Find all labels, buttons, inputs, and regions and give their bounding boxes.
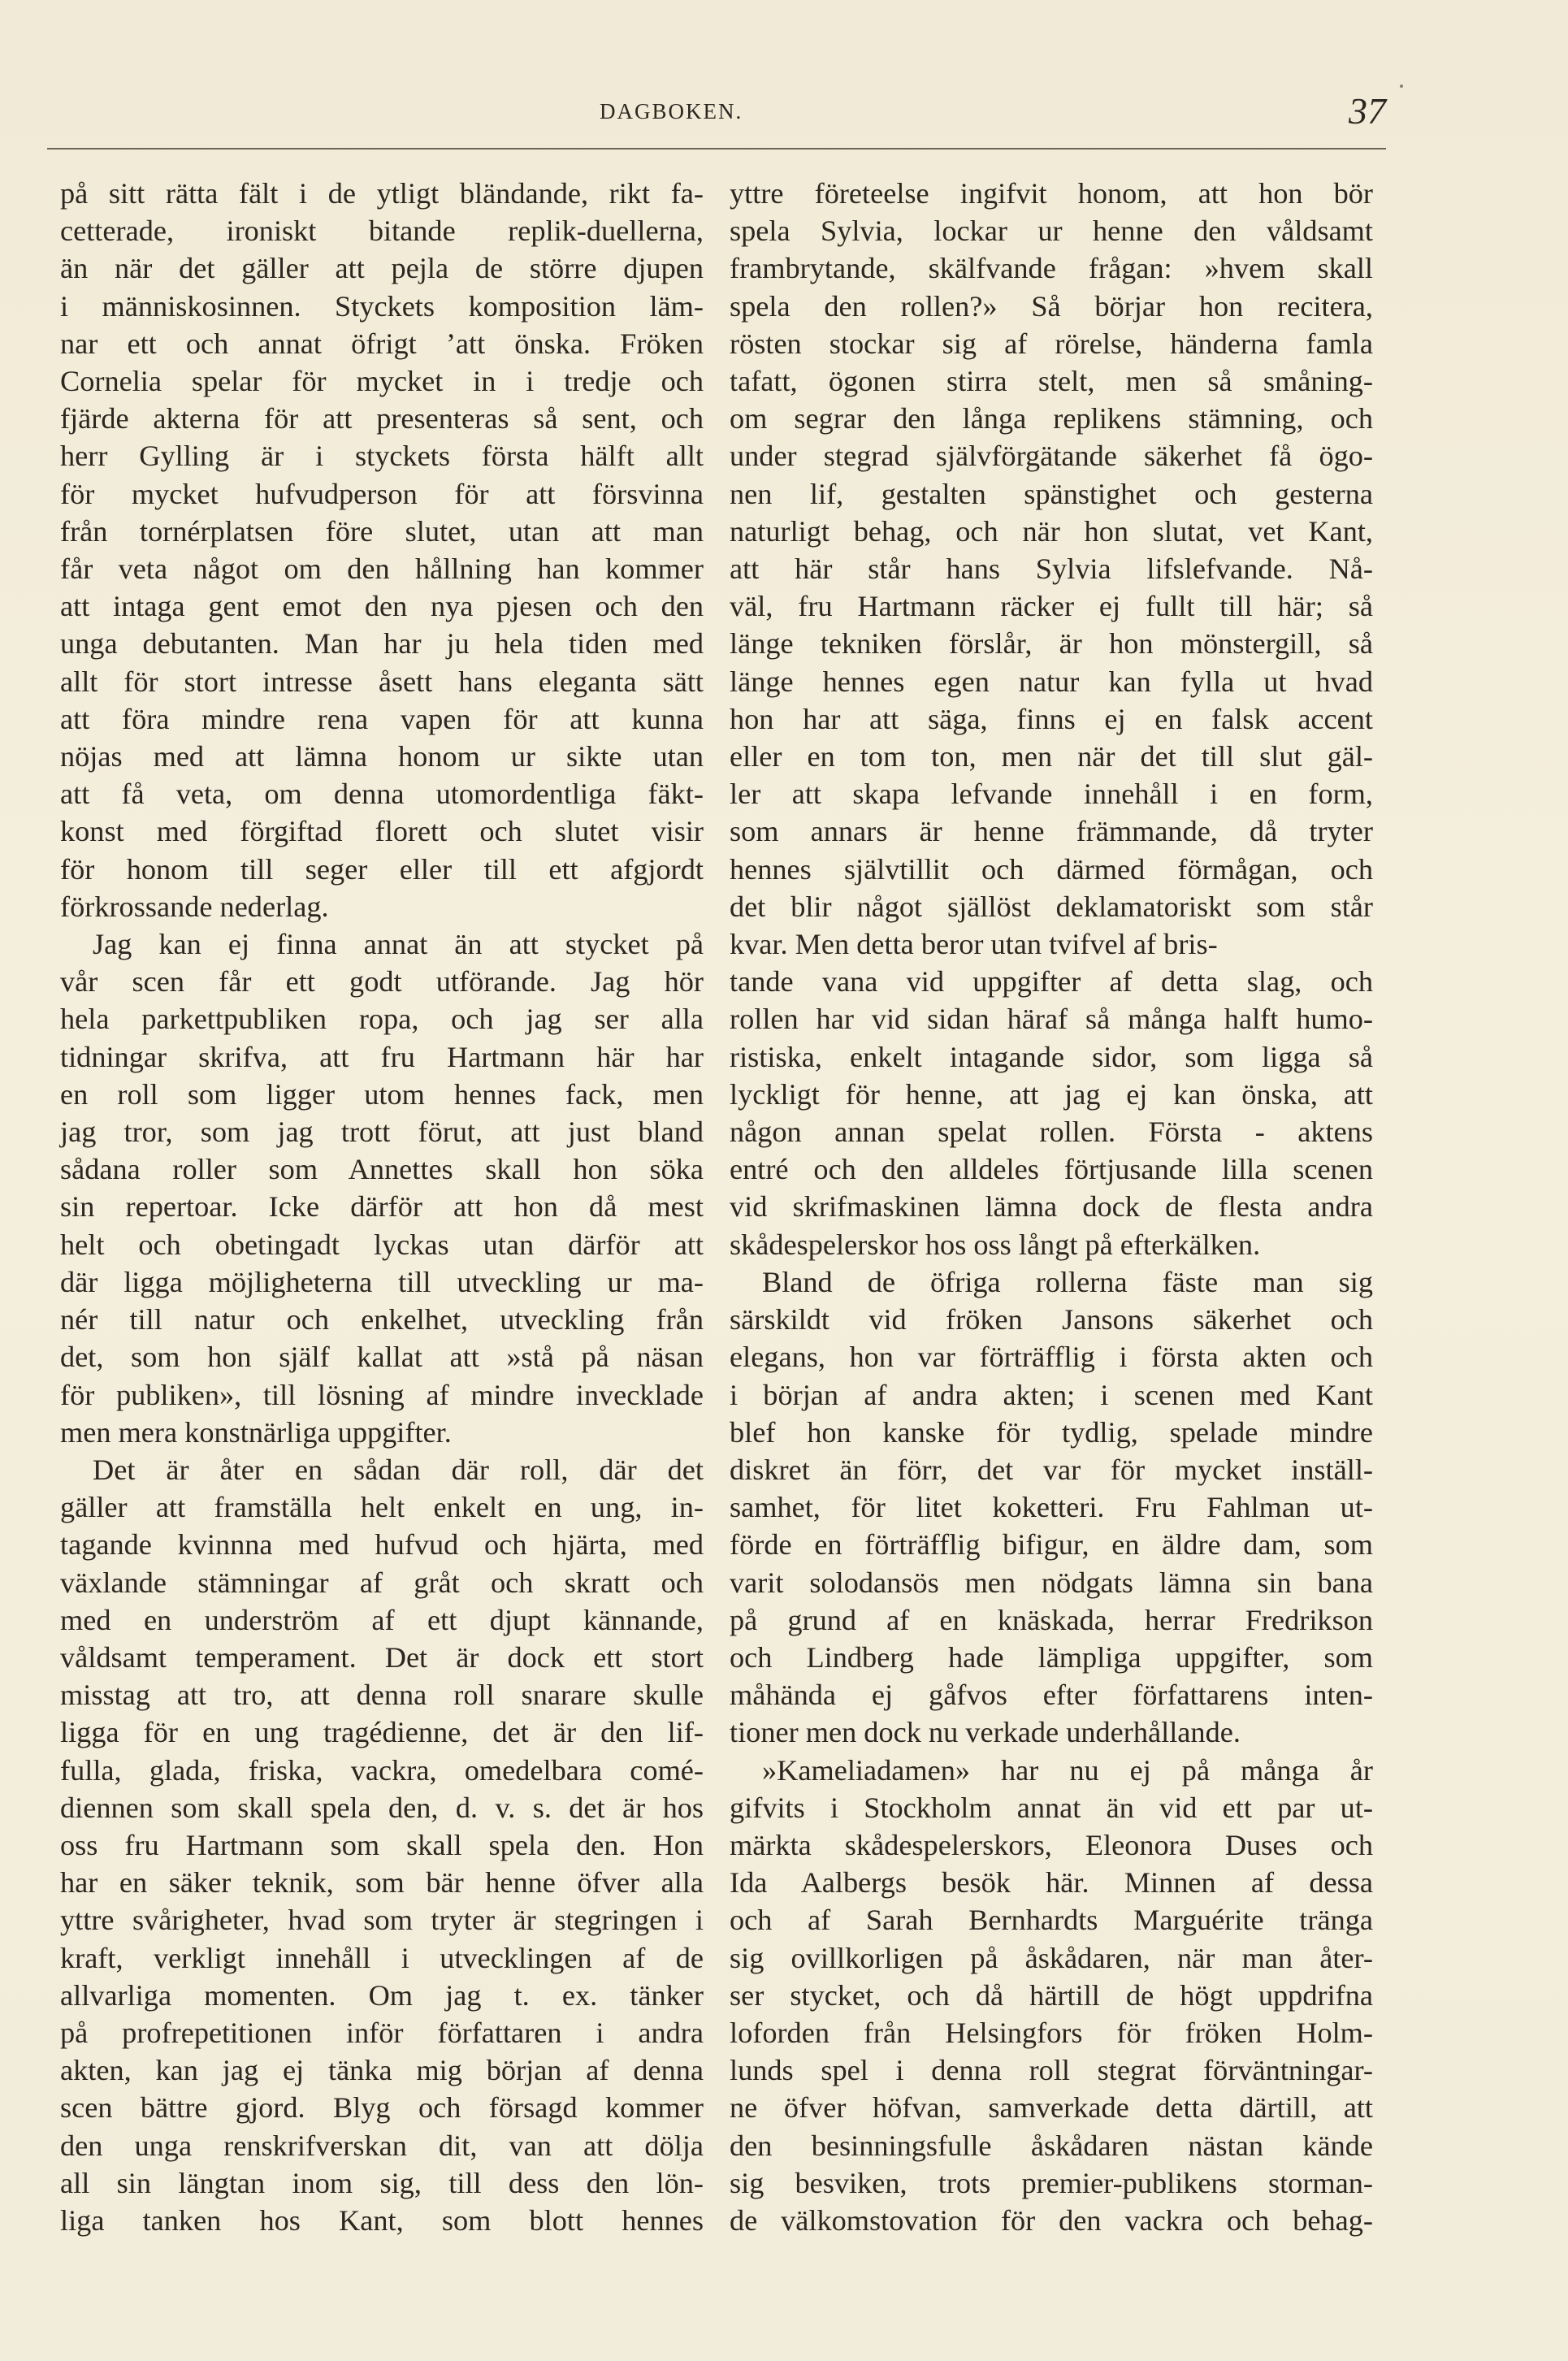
text-line: scen bättre gjord. Blyg och försagd kommer	[60, 2091, 704, 2125]
text-line: det blir något själlöst deklamatoriskt som står	[730, 890, 1373, 923]
text-line: förde en förträfflig bifigur, en äldre dam, som	[730, 1528, 1373, 1562]
text-line: hela parkettpubliken ropa, och jag ser alla	[60, 1003, 704, 1036]
text-line: Bland de öfriga rollerna fäste man sig	[762, 1265, 1373, 1298]
text-line: får veta något om den hållning han kommer	[60, 552, 704, 586]
text-line: loforden från Helsingfors för fröken Holm-	[730, 2016, 1373, 2049]
text-line: och af Sarah Bernhardts Marguérite tränga	[730, 1904, 1373, 1937]
text-line: varit solodansös men nödgats lämna sin bana	[730, 1566, 1373, 1599]
text-line: konst med förgiftad florett och slutet visir	[60, 815, 704, 848]
text-line: frambrytande, skälfvande frågan: »hvem skall	[730, 252, 1373, 285]
text-line: spela den rollen?» Så börjar hon recitera,	[730, 289, 1373, 323]
text-line: entré och den alldeles förtjusande lilla scenen	[730, 1153, 1373, 1186]
text-line: misstag att tro, att denna roll snarare skulle	[60, 1679, 704, 1712]
text-line: länge hennes egen natur kan fylla ut hvad	[730, 665, 1373, 698]
text-line: ligga för en ung tragédienne, det är den lif-	[60, 1716, 704, 1749]
text-line: rösten stockar sig af rörelse, händerna famla	[730, 327, 1373, 360]
text-line: diskret än förr, det var för mycket inställ-	[730, 1453, 1373, 1486]
text-line: Det är åter en sådan där roll, där det	[93, 1453, 704, 1486]
text-line: skådespelerskor hos oss långt på efterkälken.	[730, 1228, 1261, 1261]
text-line: för honom till seger eller till ett afgjordt	[60, 852, 704, 886]
text-line: yttre svårigheter, hvad som tryter är stegringen i	[60, 1904, 704, 1937]
text-line: om segrar den långa replikens stämning, och	[730, 402, 1373, 435]
text-line: hon har att säga, finns ej en falsk accent	[730, 702, 1373, 735]
header-rule	[47, 148, 1386, 149]
text-line: helt och obetingadt lyckas utan därför att	[60, 1228, 704, 1261]
text-line: som annars är henne främmande, då tryter	[730, 815, 1373, 848]
text-line: och Lindberg hade lämpliga uppgifter, som	[730, 1640, 1373, 1674]
text-line: med en underström af ett djupt kännande,	[60, 1603, 704, 1636]
running-head: DAGBOKEN.	[600, 99, 743, 123]
text-line: ler att skapa lefvande innehåll i en form,	[730, 778, 1373, 811]
text-line: på grund af en knäskada, herrar Fredrikson	[730, 1603, 1373, 1636]
text-line: akten, kan jag ej tänka mig början af denna	[60, 2054, 704, 2087]
page-header	[47, 90, 1386, 153]
text-line: på profrepetitionen inför författaren i andra	[60, 2016, 704, 2049]
text-line: tidningar skrifva, att fru Hartmann här har	[60, 1040, 704, 1073]
text-line: gäller att framställa helt enkelt en ung, in-	[60, 1491, 704, 1524]
text-line: måhända ej gåfvos efter författarens inten-	[730, 1679, 1373, 1712]
text-line: elegans, hon var förträfflig i första akten och	[730, 1341, 1373, 1374]
page-number: 37	[1349, 90, 1386, 132]
text-line: naturligt behag, och när hon slutat, vet Kant,	[730, 514, 1373, 548]
text-line: fulla, glada, friska, vackra, omedelbara comé-	[60, 1753, 704, 1787]
text-line: Jag kan ej finna annat än att stycket på	[93, 928, 704, 961]
text-line: på sitt rätta fält i de ytligt bländande, rikt fa-	[60, 177, 704, 210]
text-line: kvar. Men detta beror utan tvifvel af bris-	[730, 928, 1218, 961]
text-line: för mycket hufvudperson för att försvinna	[60, 477, 704, 510]
text-line: har en säker teknik, som bär henne öfver alla	[60, 1866, 704, 1900]
left-text-column	[60, 175, 704, 2239]
text-line: rollen har vid sidan häraf så många halft humo-	[730, 1003, 1373, 1036]
text-line: sin repertoar. Icke därför att hon då mest	[60, 1190, 704, 1224]
text-line: Ida Aalbergs besök här. Minnen af dessa	[730, 1866, 1373, 1900]
text-line: i början af andra akten; i scenen med Kant	[730, 1378, 1373, 1411]
text-line: den besinningsfulle åskådaren nästan kände	[730, 2129, 1373, 2162]
text-line: tande vana vid uppgifter af detta slag, och	[730, 965, 1373, 999]
text-line: unga debutanten. Man har ju hela tiden med	[60, 627, 704, 661]
text-line: väl, fru Hartmann räcker ej fullt till här; så	[730, 590, 1373, 623]
text-line: tioner men dock nu verkade underhållande.	[730, 1716, 1241, 1749]
text-line: »Kameliadamen» har nu ej på många år	[762, 1753, 1373, 1787]
text-line: förkrossande nederlag.	[60, 890, 329, 923]
text-line: märkta skådespelerskors, Eleonora Duses och	[730, 1828, 1373, 1861]
text-line: nöjas med att lämna honom ur sikte utan	[60, 740, 704, 773]
text-line: någon annan spelat rollen. Första - aktens	[730, 1116, 1373, 1149]
text-line: liga tanken hos Kant, som blott hennes	[60, 2203, 704, 2237]
text-line: det, som hon själf kallat att »stå på näsan	[60, 1341, 704, 1374]
text-line: oss fru Hartmann som skall spela den. Hon	[60, 1828, 704, 1861]
text-line: kraft, verkligt innehåll i utvecklingen af de	[60, 1941, 704, 1974]
text-line: länge tekniken förslår, är hon mönstergill, så	[730, 627, 1373, 661]
text-line: spela Sylvia, lockar ur henne den våldsamt	[730, 214, 1373, 248]
text-line: sig besviken, trots premier-publikens storman-	[730, 2166, 1373, 2199]
text-line: gifvits i Stockholm annat än vid ett par ut-	[730, 1791, 1373, 1824]
text-line: hennes självtillit och därmed förmågan, och	[730, 852, 1373, 886]
text-line: ser stycket, och då härtill de högt uppdrifna	[730, 1978, 1373, 2012]
text-line: ne öfver höfvan, samverkade detta därtill, att	[730, 2091, 1373, 2125]
print-speck	[1400, 84, 1403, 88]
text-line: tafatt, ögonen stirra stelt, men så småning-	[730, 365, 1373, 398]
text-line: att intaga gent emot den nya pjesen och den	[60, 590, 704, 623]
text-line: de välkomstovation för den vackra och behag-	[730, 2203, 1373, 2237]
text-line: fjärde akterna för att presenteras så sent, och	[60, 402, 704, 435]
text-line: sig ovillkorligen på åskådaren, när man åter-	[730, 1941, 1373, 1974]
text-line: lyckligt för henne, att jag ej kan önska, att	[730, 1077, 1373, 1111]
text-line: än när det gäller att pejla de större djupen	[60, 252, 704, 285]
text-line: att föra mindre rena vapen för att kunna	[60, 702, 704, 735]
text-line: att få veta, om denna utomordentliga fäkt-	[60, 778, 704, 811]
text-line: ristiska, enkelt intagande sidor, som ligga så	[730, 1040, 1373, 1073]
text-line: samhet, för litet koketteri. Fru Fahlman ut-	[730, 1491, 1373, 1524]
text-line: allvarliga momenten. Om jag t. ex. tänker	[60, 1978, 704, 2012]
text-line: all sin längtan inom sig, till dess den lön-	[60, 2166, 704, 2199]
text-line: jag tror, som jag trott förut, att just bland	[60, 1116, 704, 1149]
text-line: tagande kvinnna med hufvud och hjärta, med	[60, 1528, 704, 1562]
text-line: under stegrad självförgätande säkerhet få ögo-	[730, 440, 1373, 473]
text-line: där ligga möjligheterna till utveckling ur ma-	[60, 1265, 704, 1298]
text-line: blef hon kanske för tydlig, spelade mindre	[730, 1415, 1373, 1449]
text-line: herr Gylling är i styckets första hälft allt	[60, 440, 704, 473]
right-text-column	[730, 175, 1373, 2239]
text-line: vår scen får ett godt utförande. Jag hör	[60, 965, 704, 999]
text-line: diennen som skall spela den, d. v. s. det är hos	[60, 1791, 704, 1824]
text-line: nar ett och annat öfrigt ’att önska. Fröken	[60, 327, 704, 360]
text-line: från tornérplatsen före slutet, utan att man	[60, 514, 704, 548]
text-line: lunds spel i denna roll stegrat förväntningar-	[730, 2054, 1373, 2087]
text-line: särskildt vid fröken Jansons säkerhet och	[730, 1303, 1373, 1336]
text-line: men mera konstnärliga uppgifter.	[60, 1415, 452, 1449]
text-line: nér till natur och enkelhet, utveckling från	[60, 1303, 704, 1336]
text-line: för publiken», till lösning af mindre invecklade	[60, 1378, 704, 1411]
text-line: den unga renskrifverskan dit, van att dölja	[60, 2129, 704, 2162]
text-line: allt för stort intresse åsett hans eleganta sätt	[60, 665, 704, 698]
text-line: eller en tom ton, men när det till slut gäl-	[730, 740, 1373, 773]
text-line: att här står hans Sylvia lifslefvande. Nå-	[730, 552, 1373, 586]
text-line: Cornelia spelar för mycket in i tredje och	[60, 365, 704, 398]
text-line: vid skrifmaskinen lämna dock de flesta andra	[730, 1190, 1373, 1224]
text-line: nen lif, gestalten spänstighet och gesterna	[730, 477, 1373, 510]
text-line: cetterade, ironiskt bitande replik-duellerna,	[60, 214, 704, 248]
text-line: i människosinnen. Styckets komposition läm-	[60, 289, 704, 323]
text-line: växlande stämningar af gråt och skratt och	[60, 1566, 704, 1599]
text-line: en roll som ligger utom hennes fack, men	[60, 1077, 704, 1111]
text-line: våldsamt temperament. Det är dock ett stort	[60, 1640, 704, 1674]
text-line: yttre företeelse ingifvit honom, att hon bör	[730, 177, 1373, 210]
text-line: sådana roller som Annettes skall hon söka	[60, 1153, 704, 1186]
